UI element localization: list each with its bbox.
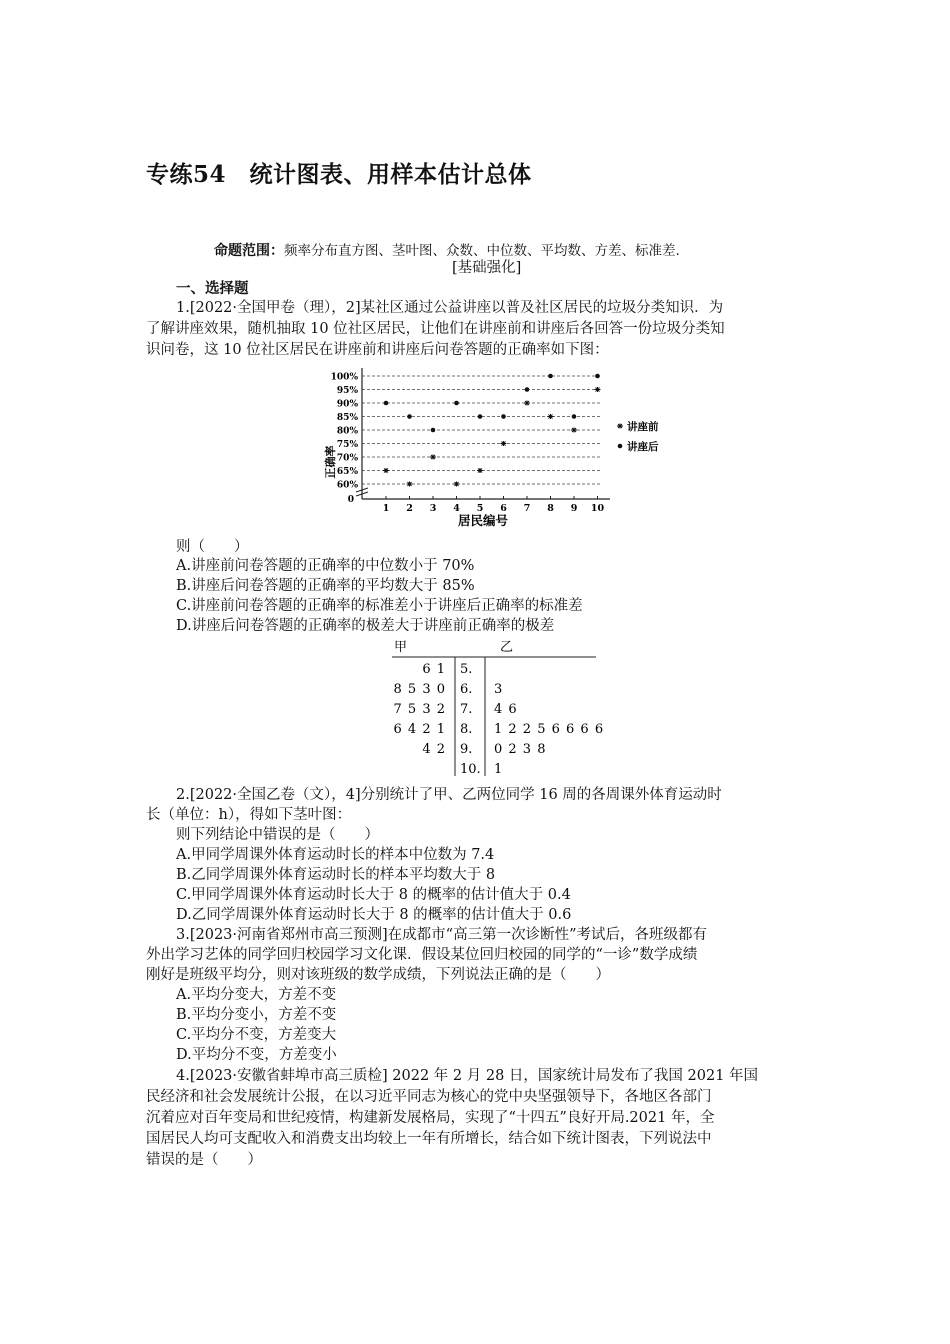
y-zero-label: 0: [347, 495, 354, 505]
section-tag: [基础强化]: [452, 260, 522, 276]
q1-line1: 1.[2022·全国甲卷（理），2]某社区通过公益讲座以普及社区居民的垃圾分类知识．为: [176, 300, 724, 316]
legend-after-label: 讲座后: [627, 441, 659, 453]
accuracy-scatter-chart: [318, 362, 688, 532]
stem: 5.: [460, 662, 473, 677]
q3-option-a: A.平均分变大，方差不变: [176, 987, 337, 1003]
q4-line4: 国居民人均可支配收入和消费支出均较上一年有所增长，结合如下统计图表，下列说法中: [146, 1131, 712, 1147]
x-tick-label: 9: [570, 503, 578, 514]
q3-line1: 3.[2023·河南省郑州市高三预测]在成都市“高三第一次诊断性”考试后，各班级都有: [176, 927, 707, 943]
leaf-right: 4 6: [494, 702, 518, 717]
leaf-right: 3: [494, 682, 504, 697]
q1-option-c: C.讲座前问卷答题的正确率的标准差小于讲座后正确率的标准差: [176, 598, 583, 614]
q4-line2: 民经济和社会发展统计公报，在以习近平同志为核心的党中央坚强领导下，各地区各部门: [146, 1089, 712, 1105]
leaf-right: 1 2 2 5 6 6 6 6: [494, 722, 605, 737]
q2-option-d: D.乙同学周课外体育运动时长大于 8 的概率的估计值大于 0.6: [176, 907, 572, 923]
leaf-right: 1: [494, 762, 504, 777]
stem: 6.: [460, 682, 473, 697]
q4-source: 4.[2023·安徽省蚌埠市高三质检]: [176, 1068, 388, 1084]
q3-line3: 刚好是班级平均分，则对该班级的数学成绩，下列说法正确的是（ ）: [146, 967, 610, 983]
before-point: [454, 482, 460, 487]
after-point: [454, 401, 459, 406]
before-point: [383, 468, 389, 473]
y-tick-label: 60%: [336, 480, 358, 491]
y-tick-label: 100%: [330, 372, 358, 383]
leaf-left: 7 5 3 2: [393, 702, 446, 717]
stem: 9.: [460, 742, 473, 757]
after-point: [548, 374, 553, 379]
stem: 8.: [460, 722, 473, 737]
before-point: [430, 455, 436, 460]
before-point: [595, 387, 601, 392]
after-point: [501, 414, 506, 419]
stem-header-left: 甲: [394, 640, 408, 655]
q1-option-d: D.讲座后问卷答题的正确率的极差大于讲座前正确率的极差: [176, 618, 555, 634]
y-tick-label: 85%: [336, 413, 358, 423]
q2-source: 2.[2022·全国乙卷（文），4]: [176, 787, 361, 803]
stem: 7.: [460, 702, 473, 717]
after-point: [478, 414, 483, 419]
before-point: [571, 428, 577, 433]
x-tick-label: 5: [476, 503, 484, 514]
section-heading: 一、选择题: [176, 280, 249, 297]
x-tick-label: 2: [406, 503, 413, 514]
q2-option-b: B.乙同学周课外体育运动时长的样本平均数大于 8: [176, 867, 496, 883]
topic-scope-text: 频率分布直方图、茎叶图、众数、中位数、平均数、方差、标准差.: [284, 243, 680, 259]
q3-line2: 外出学习艺体的同学回归校园学习文化课．假设某位回归校园的同学的“一诊”数学成绩: [146, 947, 698, 963]
y-tick-label: 65%: [336, 467, 358, 477]
after-point: [384, 401, 389, 406]
before-point: [407, 482, 413, 487]
q2-option-a: A.甲同学周课外体育运动时长的样本中位数为 7.4: [176, 847, 495, 863]
q1-then: 则（ ）: [176, 539, 249, 555]
stem: 10.: [460, 762, 481, 777]
q2-option-c: C.甲同学周课外体育运动时长大于 8 的概率的估计值大于 0.4: [176, 887, 571, 903]
x-tick-label: 3: [429, 503, 437, 514]
legend-after-marker: [618, 444, 623, 449]
q4-line3: 沉着应对百年变局和世纪疫情，构建新发展格局，实现了“十四五”良好开局.2021 年，全: [146, 1110, 715, 1126]
q3-option-c: C.平均分不变，方差变大: [176, 1027, 337, 1043]
legend-before-marker: [617, 424, 623, 429]
x-tick-label: 7: [523, 503, 531, 514]
q3-source: 3.[2023·河南省郑州市高三预测]: [176, 927, 388, 943]
stem-header-right: 乙: [500, 640, 514, 655]
topic-scope: [214, 239, 680, 260]
topic-scope-label: 命题范围：: [214, 243, 284, 259]
q2-line2: 长（单位：h），得如下茎叶图：: [146, 807, 352, 823]
stem-leaf-plot: [388, 636, 608, 778]
after-point: [525, 387, 530, 392]
x-tick-label: 1: [382, 503, 390, 514]
q1-source: 1.[2022·全国甲卷（理），2]: [176, 300, 361, 316]
y-tick-label: 75%: [336, 440, 358, 450]
y-tick-label: 80%: [336, 426, 358, 437]
leaf-left: 8 5 3 0: [393, 682, 446, 697]
q1-option-b: B.讲座后问卷答题的正确率的平均数大于 85%: [176, 578, 475, 594]
before-point: [524, 401, 530, 406]
y-tick-label: 95%: [336, 386, 358, 396]
before-point: [548, 414, 554, 419]
q4-line1: 4.[2023·安徽省蚌埠市高三质检] 2022 年 2 月 28 日，国家统计局发布了我国 2021 年国: [176, 1068, 759, 1084]
q3-option-b: B.平均分变小，方差不变: [176, 1007, 337, 1023]
x-tick-label: 8: [547, 503, 554, 514]
after-point: [407, 414, 412, 419]
leaf-left: 4 2: [422, 742, 446, 757]
after-point: [572, 414, 577, 419]
q2-line1: 2.[2022·全国乙卷（文），4]分别统计了甲、乙两位同学 16 周的各周课外体育运动时: [176, 787, 722, 803]
after-point: [595, 374, 600, 379]
x-tick-label: 10: [590, 503, 605, 514]
leaf-right: 0 2 3 8: [494, 742, 547, 757]
q1-line2: 了解讲座效果，随机抽取 10 位社区居民，让他们在讲座前和讲座后各回答一份垃圾分类知: [146, 321, 725, 337]
y-tick-label: 70%: [336, 453, 358, 464]
x-tick-label: 4: [453, 503, 460, 514]
page-title: 专练54 统计图表、用样本估计总体: [146, 161, 532, 188]
y-axis-label: 正确率: [324, 445, 337, 479]
before-point: [501, 441, 507, 446]
x-axis-label: 居民编号: [457, 513, 509, 528]
q4-line5: 错误的是（ ）: [146, 1152, 262, 1168]
leaf-left: 6 4 2 1: [393, 722, 446, 737]
x-tick-label: 6: [500, 503, 507, 514]
y-tick-label: 90%: [336, 399, 358, 410]
q1-option-a: A.讲座前问卷答题的正确率的中位数小于 70%: [176, 558, 475, 574]
leaf-left: 6 1: [422, 662, 446, 677]
before-point: [477, 468, 483, 473]
legend-before-label: 讲座前: [627, 421, 659, 433]
after-point: [431, 428, 436, 433]
q2-ask: 则下列结论中错误的是（ ）: [176, 827, 379, 843]
q3-option-d: D.平均分不变，方差变小: [176, 1047, 337, 1063]
q1-line3: 识问卷，这 10 位社区居民在讲座前和讲座后问卷答题的正确率如下图：: [146, 342, 609, 358]
